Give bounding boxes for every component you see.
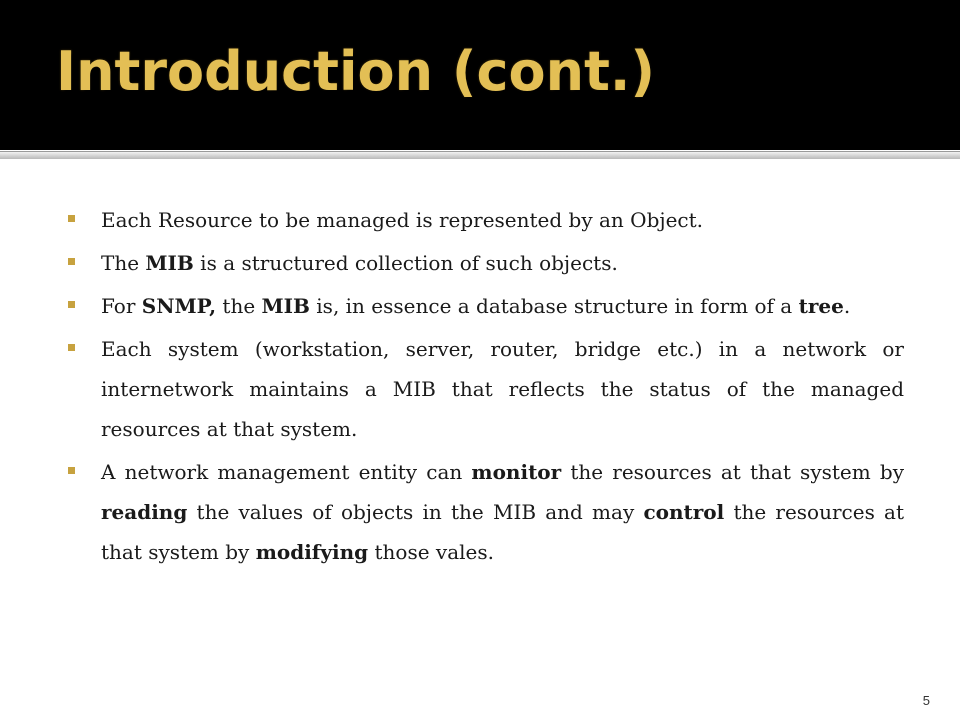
bullet-text-3 <box>101 294 850 318</box>
bullet-5-keyword-modifying: modifying <box>255 540 369 564</box>
square-bullet-icon <box>68 467 75 474</box>
square-bullet-icon <box>68 258 75 265</box>
bullet-5-segment-3: the resources at that system by <box>561 460 904 484</box>
bullet-5-keyword-monitor: monitor <box>471 460 562 484</box>
title-bar <box>0 0 960 150</box>
bullet-1-segment-1: Each Resource to be managed is represented by an Object. <box>101 208 704 232</box>
bullet-5-segment-7: the resources at that system by <box>101 500 905 564</box>
bullet-3-segment-1: For <box>101 294 142 318</box>
bullet-2-keyword-mib: MIB <box>145 251 194 275</box>
bullet-5-segment-9: those vales. <box>368 540 495 564</box>
bullet-2-segment-1: The <box>101 251 146 275</box>
bullet-5-segment-5: the values of objects in the MIB and may <box>187 500 644 524</box>
bullet-item-3 <box>68 286 904 326</box>
bullet-3-segment-5: is, in essence a database structure in form of a <box>309 294 799 318</box>
bullet-text-1 <box>101 208 703 232</box>
bullet-item-2 <box>68 243 904 283</box>
bullet-3-keyword-mib: MIB <box>261 294 310 318</box>
bullet-item-1 <box>68 200 904 240</box>
bullet-3-segment-7: . <box>843 294 851 318</box>
bullet-text-2 <box>101 251 618 275</box>
bullet-5-segment-1: A network management entity can <box>101 460 472 484</box>
bullet-3-keyword-tree: tree <box>798 294 844 318</box>
bullet-item-4 <box>68 329 904 449</box>
title-divider <box>0 151 960 159</box>
bullet-text-5 <box>101 460 904 564</box>
slide-title: Introduction (cont.) <box>56 40 656 103</box>
bullet-text-4 <box>101 337 904 441</box>
square-bullet-icon <box>68 344 75 351</box>
square-bullet-icon <box>68 215 75 222</box>
page-number: 5 <box>922 693 930 708</box>
bullet-item-5 <box>68 452 904 572</box>
bullet-3-segment-3: the <box>216 294 262 318</box>
bullet-list <box>68 200 904 575</box>
square-bullet-icon <box>68 301 75 308</box>
bullet-5-keyword-control: control <box>643 500 725 524</box>
bullet-4-segment-1: Each system (workstation, server, router, bridge etc.) in a network or internetwork maintains a MIB that reflects the status of the managed resources at that system. <box>101 337 904 441</box>
bullet-3-keyword-snmp: SNMP, <box>141 294 217 318</box>
bullet-5-keyword-reading: reading <box>101 500 188 524</box>
bullet-2-segment-3: is a structured collection of such objects. <box>193 251 618 275</box>
